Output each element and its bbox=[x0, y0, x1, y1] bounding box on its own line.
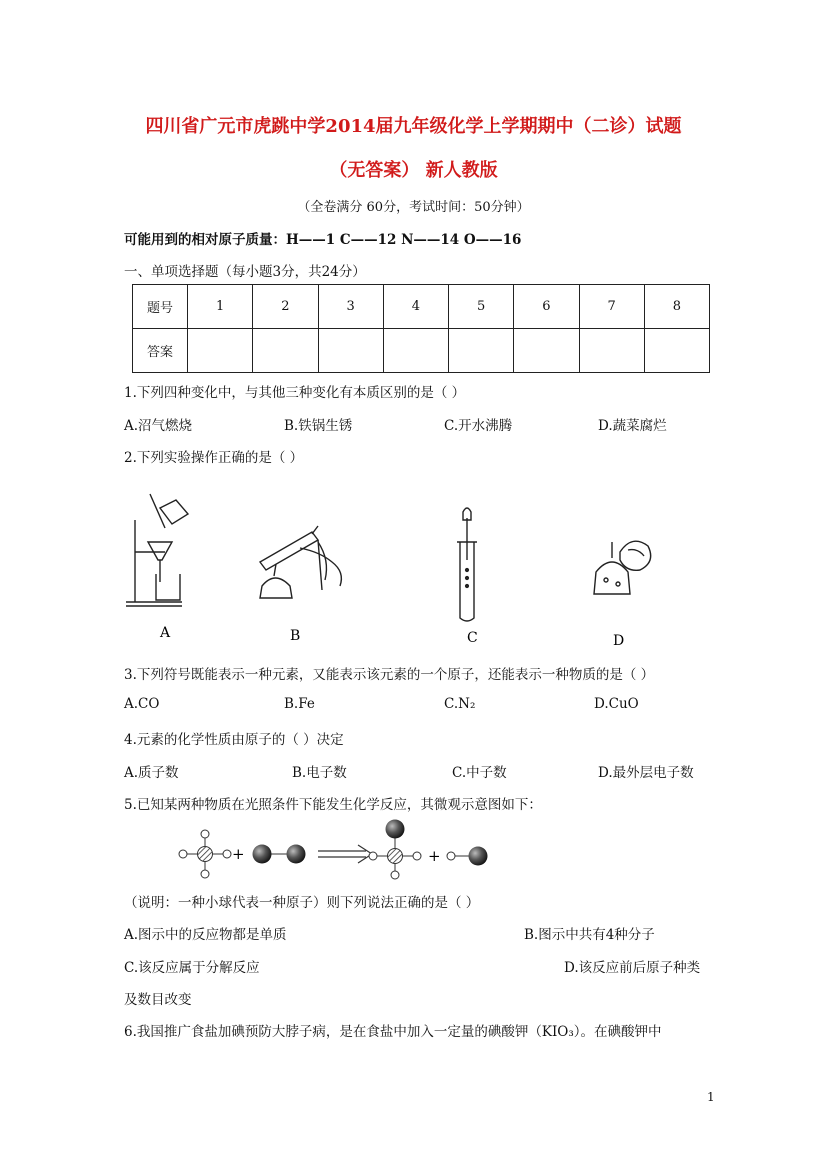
figure-label-d: D bbox=[613, 633, 625, 649]
question-number-cell: 2 bbox=[253, 285, 318, 329]
q4-option-c: C.中子数 bbox=[452, 765, 507, 781]
answer-cell[interactable] bbox=[449, 329, 514, 373]
q2-stem: 2.下列实验操作正确的是（ ） bbox=[124, 450, 304, 466]
product-molecule-2 bbox=[447, 847, 488, 866]
question-number-cell: 4 bbox=[383, 285, 448, 329]
table-header-cell: 题号 bbox=[133, 285, 188, 329]
answer-cell[interactable] bbox=[318, 329, 383, 373]
reaction-arrow bbox=[318, 845, 372, 863]
figure-label-c: C bbox=[467, 630, 478, 646]
question-number-cell: 3 bbox=[318, 285, 383, 329]
q5-stem: 5.已知某两种物质在光照条件下能发生化学反应，其微观示意图如下： bbox=[124, 797, 542, 813]
q5-reaction-diagram bbox=[0, 820, 827, 880]
q5-note: （说明：一种小球代表一种原子）则下列说法正确的是（ ） bbox=[124, 895, 480, 911]
reactant-molecule-2 bbox=[253, 845, 306, 864]
table-row bbox=[133, 329, 710, 373]
figure-a-filtration bbox=[126, 494, 188, 606]
q4-stem: 4.元素的化学性质由原子的（ ）决定 bbox=[124, 732, 344, 748]
q4-option-a: A.质子数 bbox=[124, 765, 179, 781]
question-number-cell: 7 bbox=[579, 285, 644, 329]
figure-label-b: B bbox=[290, 628, 301, 644]
question-number-cell: 5 bbox=[449, 285, 514, 329]
figure-b-heating bbox=[260, 526, 341, 598]
q1-option-c: C.开水沸腾 bbox=[444, 418, 513, 434]
q3-stem: 3.下列符号既能表示一种元素，又能表示该元素的一个原子，还能表示一种物质的是（ ） bbox=[124, 667, 655, 683]
q3-option-b: B.Fe bbox=[284, 696, 315, 712]
reactant-molecule-1 bbox=[179, 830, 231, 878]
answer-label-cell: 答案 bbox=[133, 329, 188, 373]
q3-option-a: A.CO bbox=[124, 696, 160, 712]
section-heading: 一、单项选择题（每小题3分，共24分） bbox=[124, 264, 366, 280]
answer-cell[interactable] bbox=[188, 329, 253, 373]
q1-option-d: D.蔬菜腐烂 bbox=[598, 418, 667, 434]
answer-table bbox=[132, 284, 710, 373]
figure-label-a: A bbox=[160, 625, 171, 641]
q4-option-d: D.最外层电子数 bbox=[598, 765, 694, 781]
q1-stem: 1.下列四种变化中，与其他三种变化有本质区别的是（ ） bbox=[124, 385, 466, 401]
plus-sign: + bbox=[232, 845, 245, 863]
answer-cell[interactable] bbox=[644, 329, 709, 373]
answer-cell[interactable] bbox=[579, 329, 644, 373]
q5-option-c: C.该反应属于分解反应 bbox=[124, 960, 260, 976]
q3-option-c: C.N₂ bbox=[444, 696, 476, 712]
atomic-masses: 可能用到的相对原子质量：H——1 C——12 N——14 O——16 bbox=[124, 232, 522, 248]
q6-stem: 6.我国推广食盐加碘预防大脖子病，是在食盐中加入一定量的碘酸钾（KIO₃）。在碘酸钾中 bbox=[124, 1024, 662, 1040]
figure-c-dropper bbox=[457, 508, 477, 621]
q5-option-d: D.该反应前后原子种类 bbox=[564, 960, 701, 976]
q5-option-a: A.图示中的反应物都是单质 bbox=[124, 927, 287, 943]
product-molecule-1 bbox=[369, 820, 421, 880]
figure-d-alcohol-lamp bbox=[594, 541, 651, 594]
title-line-1: 四川省广元市虎跳中学2014届九年级化学上学期期中（二诊）试题 bbox=[145, 116, 682, 137]
table-row bbox=[133, 285, 710, 329]
q5-option-d-continuation: 及数目改变 bbox=[124, 992, 192, 1008]
plus-sign: + bbox=[428, 847, 441, 865]
exam-info: （全卷满分 60分，考试时间：50分钟） bbox=[297, 200, 530, 215]
answer-cell[interactable] bbox=[253, 329, 318, 373]
question-number-cell: 1 bbox=[188, 285, 253, 329]
q2-figures bbox=[0, 490, 827, 660]
q5-option-b: B.图示中共有4种分子 bbox=[524, 927, 655, 943]
q4-option-b: B.电子数 bbox=[292, 765, 347, 781]
q3-option-d: D.CuO bbox=[594, 696, 639, 712]
question-number-cell: 8 bbox=[644, 285, 709, 329]
q1-option-a: A.沼气燃烧 bbox=[124, 418, 193, 434]
page-number: 1 bbox=[707, 1090, 715, 1104]
q1-option-b: B.铁锅生锈 bbox=[284, 418, 353, 434]
question-number-cell: 6 bbox=[514, 285, 579, 329]
title-line-2: （无答案） 新人教版 bbox=[329, 160, 498, 181]
answer-cell[interactable] bbox=[514, 329, 579, 373]
answer-cell[interactable] bbox=[383, 329, 448, 373]
